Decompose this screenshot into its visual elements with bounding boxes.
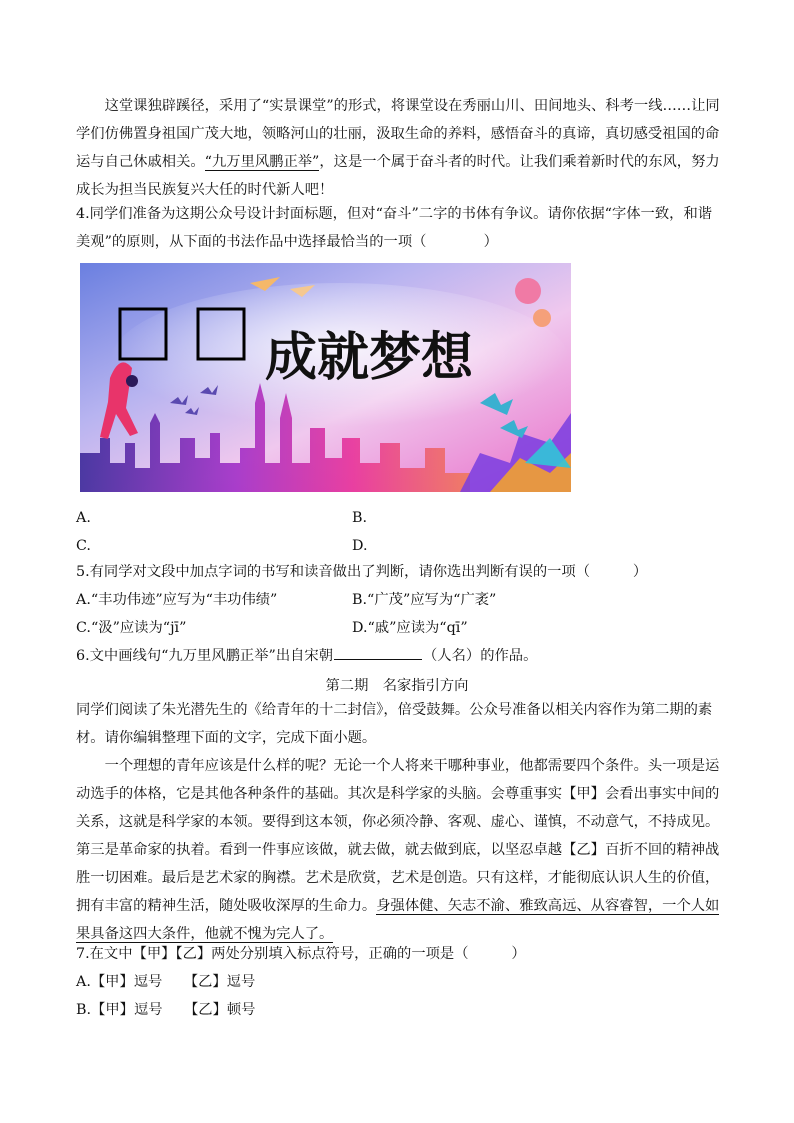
q4-option-d[interactable]: D. xyxy=(352,538,368,554)
q5-option-a[interactable]: A.“丰功伟迹”应写为“丰功伟绩” xyxy=(76,592,278,608)
question-7: 7.在文中【甲】【乙】两处分别填入标点符号，正确的一项是（ ） xyxy=(76,946,526,962)
question-4: 4.同学们准备为这期公众号设计封面标题，但对“奋斗”二字的书体有争议。请你依据“字体一致，和谐美观”的原则，从下面的书法作品中选择最恰当的一项（ ） xyxy=(76,206,713,250)
q7-option-b[interactable]: B.【甲】逗号 【乙】顿号 xyxy=(76,1002,256,1018)
passage-paragraph xyxy=(76,752,724,948)
q5-option-c[interactable]: C.“汲”应读为“jī” xyxy=(76,620,187,636)
q7-option-a[interactable]: A.【甲】逗号 【乙】逗号 xyxy=(76,974,256,990)
q6-text: 6.文中画线句“九万里风鹏正举”出自宋朝 xyxy=(76,648,334,664)
section-2-intro: 同学们阅读了朱光潜先生的《给青年的十二封信》，倍受鼓舞。公众号准备以相关内容作为第二期的素材。请你编辑整理下面的文字，完成下面小题。 xyxy=(76,702,713,746)
hot-air-balloon-icon-2 xyxy=(533,309,551,327)
hot-air-balloon-icon xyxy=(515,278,541,304)
cover-banner-image xyxy=(80,263,571,492)
section-2-title: 第二期 名家指引方向 xyxy=(325,678,469,694)
intro-paragraph xyxy=(76,92,724,204)
underlined-quote: “九万里风鹏正举” xyxy=(204,154,320,170)
q4-option-a[interactable]: A. xyxy=(76,510,91,526)
q6-answer-blank[interactable] xyxy=(334,645,422,660)
q4-option-b[interactable]: B. xyxy=(352,510,368,526)
q6-text-2: （人名）的作品。 xyxy=(423,648,538,664)
banner-title: 成就梦想 xyxy=(265,327,474,388)
intro-text: 这堂课独辟蹊径，采用了“实景课堂”的形式，将课堂设在秀丽山川、田间地头、科考一线……让同学们仿佛置身祖国广茂大地，领略河山的壮丽，汲取生命的养料，感悟奋斗的真谛，真切感受祖国的命运与自己休戚相关。 xyxy=(76,98,720,170)
q4-option-c[interactable]: C. xyxy=(76,538,91,554)
question-6 xyxy=(76,644,537,668)
q5-option-d[interactable]: D.“戚”应读为“qī” xyxy=(352,620,468,636)
question-5: 5.有同学对文段中加点字词的书写和读音做出了判断，请你选出判断有误的一项（ ） xyxy=(76,564,648,580)
underlined-sentence: 身强体健、矢志不渝、雅致高远、从容睿智，一个人如果具备这四大条件，他就不愧为完人了。 xyxy=(76,898,720,942)
banner-graphic xyxy=(80,263,571,492)
passage-text: 一个理想的青年应该是什么样的呢？无论一个人将来干哪种事业，他都需要四个条件。头一项是运动选手的体格，它是其他各种条件的基础。其次是科学家的头脑。会尊重事实【甲】会看出事实中间的关系，这就是科学家的本领。要得到这本领，你必须冷静、客观、虚心、谨慎，不动意气，不持成见。第三是革命家的执着。看到一件事应该做，就去做，就去做到底，以坚忍卓越【乙】百折不回的精神战胜一切困难。最后是艺术家的胸襟。艺术是欣赏，艺术是创造。只有这样，才能彻底认识人生的价值，拥有丰富的精神生活，随处吸收深厚的生命力。 xyxy=(76,758,720,914)
intro-text-2: ，这是一个属于奋斗者的时代。让我们乘着新时代的东风，努力成长为担当民族复兴大任的时代新人吧！ xyxy=(76,154,720,198)
q5-option-b[interactable]: B.“广茂”应写为“广袤” xyxy=(352,592,497,608)
